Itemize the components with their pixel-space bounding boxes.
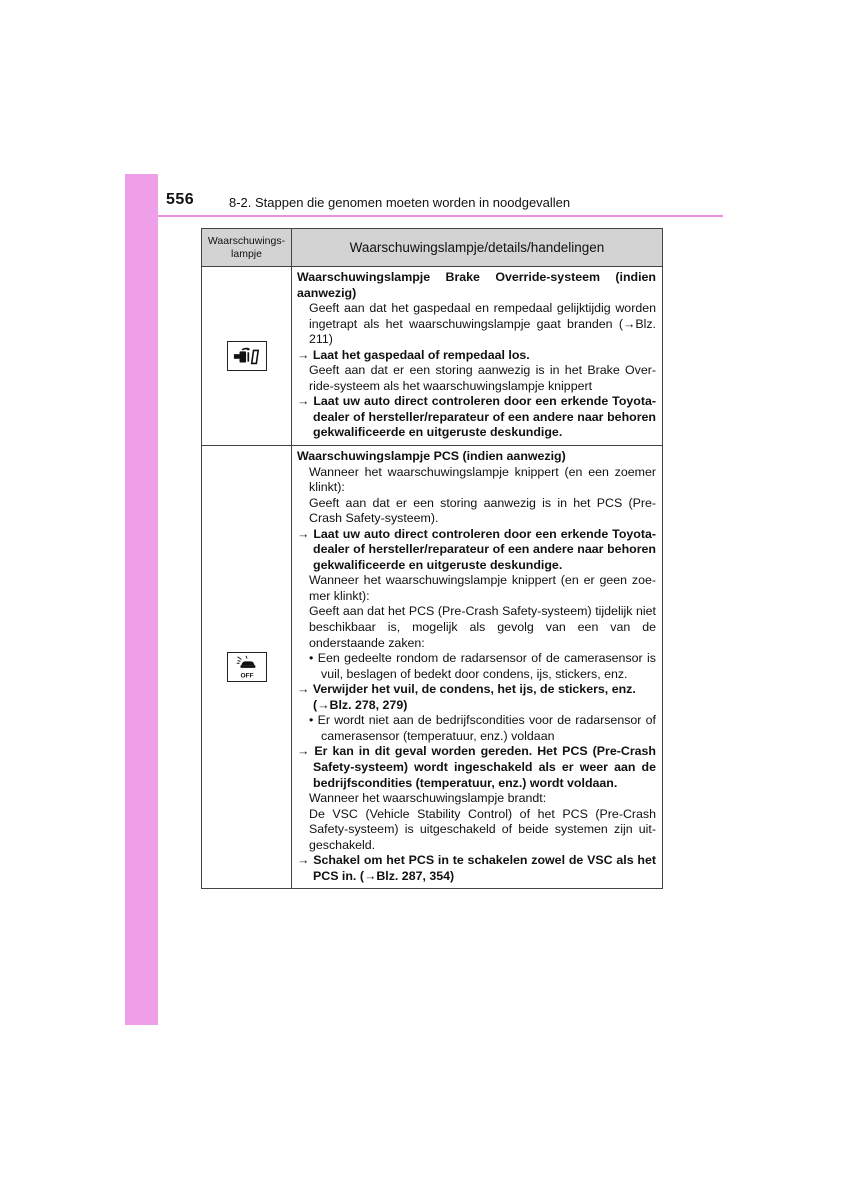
row1-desc: Geeft aan dat er een storing aanwezig is in het Brake Over-ride-systeem als het waarschuwingslampje knippert: [309, 363, 656, 393]
page-number: 556: [166, 191, 195, 208]
row1-desc: Geeft aan dat het gaspedaal en rempedaal gelijktijdig worden ingetrapt als het waarschuwingslampje gaat branden (→Blz. 211): [309, 301, 656, 347]
details-cell: [292, 446, 663, 889]
row2-bullet: • Een gedeelte rondom de radarsensor of de camerasensor is vuil, beslagen of bedekt door condens, ijs, stickers, enz.: [309, 651, 656, 681]
row2-action-continuation: (→Blz. 278, 279): [313, 697, 408, 712]
row2-desc: Wanneer het waarschuwingslampje knippert (en er geen zoe-mer klinkt):: [309, 573, 656, 603]
section-title: 8-2. Stappen die genomen moeten worden in noodgevallen: [229, 195, 571, 210]
row2-action: → Er kan in dit geval worden gereden. Het PCS (Pre-Crash Safety-systeem) wordt ingeschakeld als er weer aan de bedrijfscondities (temperatuur, enz.) wordt voldaan.: [297, 744, 656, 790]
row2-desc: Wanneer het waarschuwingslampje brandt:: [309, 791, 547, 806]
pcs-off-icon: [227, 652, 267, 682]
row2-desc: Wanneer het waarschuwingslampje knippert (en een zoemer klinkt):: [309, 464, 656, 495]
row2-desc: De VSC (Vehicle Stability Control) of het PCS (Pre-Crash Safety-systeem) is uitgeschakeld of beide systemen zijn uit-geschakeld.: [309, 806, 656, 852]
warning-light-table: [201, 228, 663, 889]
pcs-off-label: OFF: [239, 672, 254, 680]
icon-cell: [202, 267, 292, 446]
row2-bullet: • Er wordt niet aan de bedrijfscondities voor de radarsensor of camerasensor (temperatuur, enz.) voldaan: [309, 713, 656, 743]
row2-title: Waarschuwingslampje PCS (indien aanwezig): [297, 449, 566, 464]
brake-override-icon: [227, 341, 267, 371]
row2-action: → Schakel om het PCS in te schakelen zowel de VSC als het PCS in. (→Blz. 287, 354): [297, 853, 656, 883]
header-rule: [158, 215, 723, 217]
row2-desc: Geeft aan dat er een storing aanwezig is in het PCS (Pre-Crash Safety-systeem).: [309, 495, 656, 526]
row2-desc: Geeft aan dat het PCS (Pre-Crash Safety-systeem) tijdelijk niet beschikbaar is, mogelijk als gevolg van een van de onderstaande zaken:: [309, 604, 656, 650]
table-header-row: [202, 229, 663, 267]
table-row: [202, 446, 663, 889]
icon-cell: [202, 446, 292, 889]
row1-action: → Laat uw auto direct controleren door een erkende Toyota-dealer of hersteller/reparateur of een andere naar behoren gekwalificeerde en uitgeruste deskundige.: [297, 394, 656, 440]
row1-action: → Laat het gaspedaal of rempedaal los.: [297, 347, 530, 362]
row2-action: → Verwijder het vuil, de condens, het ijs, de stickers, enz.: [297, 682, 636, 697]
details-cell: [292, 267, 663, 446]
row2-action: → Laat uw auto direct controleren door een erkende Toyota-dealer of hersteller/reparateur of een andere naar behoren gekwalificeerde en uitgeruste deskundige.: [297, 526, 656, 572]
table-row: [202, 267, 663, 446]
chapter-tab-bar: [125, 174, 158, 1025]
column-header-lamp: Waarschuwings-lampje: [202, 229, 292, 267]
row1-title: Waarschuwingslampje Brake Override-systeem (indien aanwezig): [297, 270, 656, 300]
column-header-details: Waarschuwingslampje/details/handelingen: [292, 229, 663, 267]
